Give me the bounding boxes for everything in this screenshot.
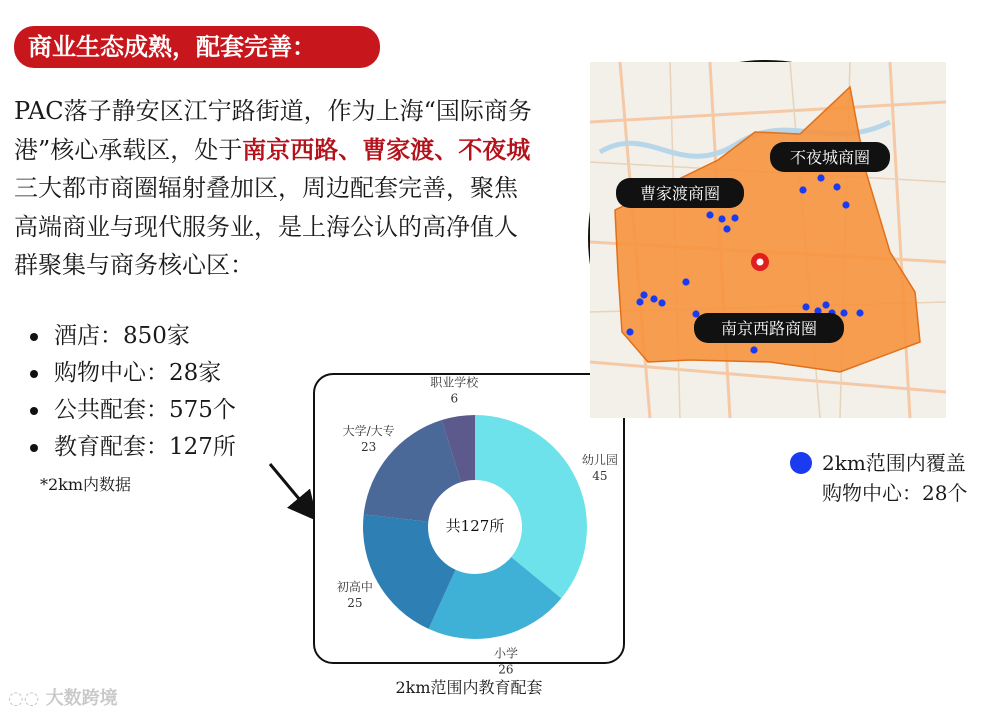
- map-legend: [790, 448, 967, 508]
- shopping-center-dot: [640, 291, 647, 298]
- shopping-center-dot: [822, 301, 829, 308]
- education-chart-panel: [313, 373, 625, 677]
- stats-list: [30, 318, 236, 466]
- shopping-center-dot: [723, 225, 730, 232]
- shopping-center-dot: [817, 174, 824, 181]
- shopping-center-dot: [731, 214, 738, 221]
- intro-paragraph: [14, 92, 534, 285]
- intro-text-part1: PAC落子静安区江宁路街道，作为上海“国际商务港”核心承载区，处于: [14, 97, 532, 164]
- intro-text-part2: 三大都市商圈辐射叠加区，周边配套完善，聚焦高端商业与现代服务业，是上海公认的高净值人群聚集与商务核心区：: [14, 174, 518, 279]
- shopping-center-dot: [799, 186, 806, 193]
- shopping-center-dot: [636, 298, 643, 305]
- intro-highlight: 南京西路、曹家渡、不夜城: [242, 134, 531, 164]
- donut-slice: [475, 415, 587, 598]
- shopping-center-dot-icon: [790, 452, 812, 474]
- shopping-center-dot: [718, 215, 725, 222]
- slice-value: 25: [347, 595, 363, 610]
- bullet-text: 酒店：850家: [54, 323, 190, 349]
- shopping-center-dot: [842, 201, 849, 208]
- donut-center-label: 共127所: [445, 517, 505, 535]
- shopping-center-dot: [682, 278, 689, 285]
- map-canvas: [590, 62, 946, 418]
- list-item: [30, 392, 236, 429]
- map-label-buyecheng: 不夜城商圈: [789, 148, 871, 167]
- list-item: [30, 318, 236, 355]
- slice-value: 6: [450, 391, 459, 406]
- chart-caption: 2km范围内教育配套: [395, 678, 543, 697]
- slice-value: 26: [498, 662, 514, 677]
- shopping-center-dot: [840, 309, 847, 316]
- bullet-text: 公共配套：575个: [54, 397, 236, 423]
- education-donut-chart: [315, 375, 623, 677]
- slice-label: 小学: [493, 646, 518, 661]
- shopping-center-dot: [856, 309, 863, 316]
- legend-line-1: 2km范围内覆盖: [822, 451, 966, 475]
- shopping-center-dot: [706, 211, 713, 218]
- slice-label: 大学/大专: [342, 424, 395, 439]
- shopping-center-dot: [750, 346, 757, 353]
- watermark-text: 大数跨境: [45, 688, 118, 709]
- shopping-center-dot: [833, 183, 840, 190]
- map-label-caojiadu: 曹家渡商圈: [639, 184, 721, 203]
- slice-label: 职业学校: [430, 375, 479, 390]
- slice-value: 45: [592, 469, 608, 484]
- legend-line-2: 购物中心：28个: [822, 481, 968, 505]
- slice-label: 初高中: [336, 579, 373, 594]
- data-note: *2km内数据: [40, 475, 132, 494]
- section-title: 商业生态成熟，配套完善：: [14, 26, 380, 68]
- bullet-icon: [30, 444, 38, 452]
- map-label-nanjingxilu: 南京西路商圈: [720, 319, 818, 338]
- bullet-icon: [30, 333, 38, 341]
- shopping-center-dot: [802, 303, 809, 310]
- watermark-logo: ◌◌ 大数跨境: [8, 688, 118, 709]
- shopping-center-dot: [692, 310, 699, 317]
- slice-label: 幼儿园: [581, 453, 618, 468]
- bullet-text: 教育配套：127所: [54, 434, 236, 460]
- list-item: [30, 429, 236, 466]
- area-map: [588, 60, 944, 416]
- shopping-center-dot: [658, 299, 665, 306]
- shopping-center-dot: [650, 295, 657, 302]
- bullet-icon: [30, 407, 38, 415]
- shopping-center-dot: [626, 328, 633, 335]
- bullet-text: 购物中心：28家: [54, 360, 222, 386]
- slice-value: 23: [361, 440, 377, 455]
- list-item: [30, 355, 236, 392]
- bullet-icon: [30, 370, 38, 378]
